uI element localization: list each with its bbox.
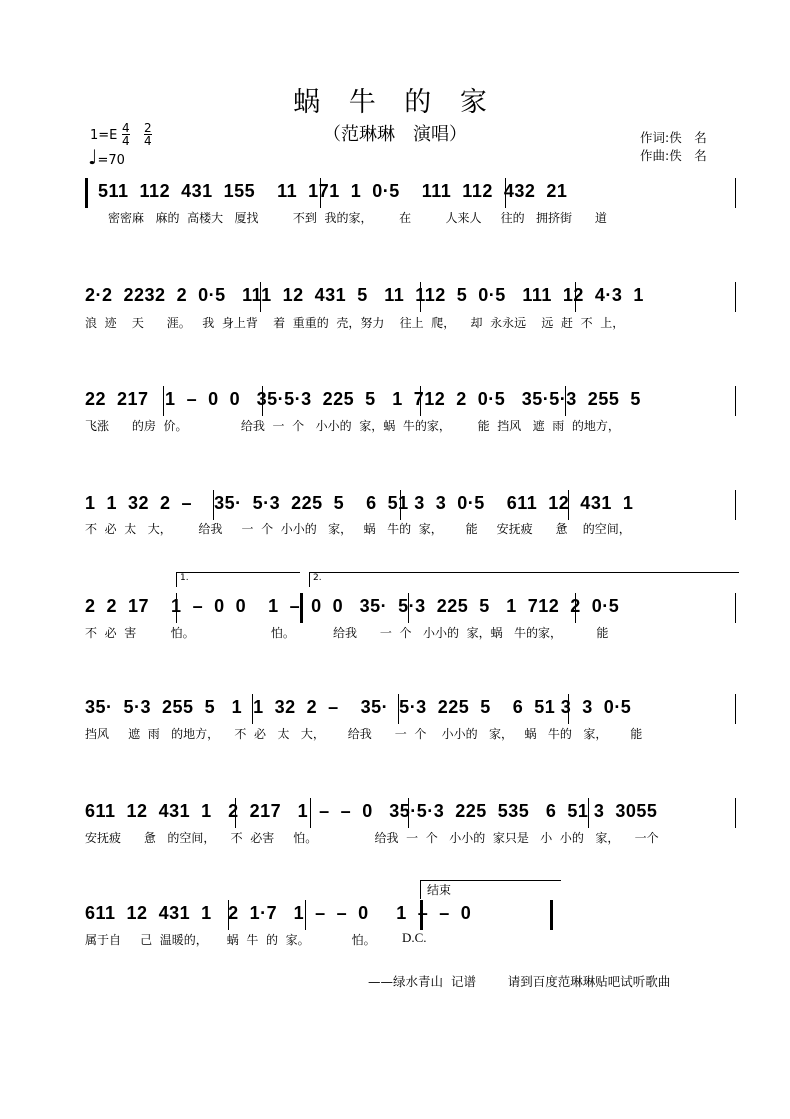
barline <box>735 694 736 724</box>
barline <box>262 386 263 416</box>
barline <box>163 386 164 416</box>
lyrics-row-3: 飞涨 的房 价。 给我 一 个 小小的 家，蜗 牛的家， 能 挡风 遮 雨 的地方， <box>85 419 620 433</box>
barline <box>398 694 399 724</box>
lyrics-row-1: 密密麻 麻的 高楼大 厦找 不到 我的家， 在 人来人 往的 拥挤街 道 <box>108 211 607 225</box>
notation-row-1: 511 112 431 155 11 171 1 0·5 111 112 432 21 <box>98 181 568 201</box>
composer-credit: 作曲:佚 名 <box>640 148 707 163</box>
time-signature-1: 4 4 <box>122 121 130 148</box>
time-signature-2: 2 4 <box>144 121 152 148</box>
transcriber-footer: ——绿水青山 记谱 请到百度范琳琳贴吧试听歌曲 <box>368 974 671 989</box>
barline <box>408 798 409 828</box>
tempo-marking: ♩=70 <box>88 145 125 169</box>
barline <box>588 798 589 828</box>
second-ending-bracket: 2. <box>309 572 739 587</box>
barline <box>213 490 214 520</box>
notation-row-6: 35· 5·3 255 5 1 1 32 2 – 35· 5·3 225 5 6 51 3 3 0·5 <box>85 697 632 717</box>
notation-row-7: 611 12 431 1 2 217 1 – – 0 35·5·3 225 535 6 51 3 3055 <box>85 801 658 821</box>
key-signature: 1=E <box>90 128 118 143</box>
quarter-note-icon: ♩ <box>88 145 98 169</box>
first-ending-bracket: 1. <box>176 572 300 587</box>
lyrics-row-5: 不 必 害 怕。 怕。 给我 一 个 小小的 家，蜗 牛的家， 能 <box>85 626 609 640</box>
barline <box>505 178 506 208</box>
barline <box>320 178 321 208</box>
barline <box>228 900 229 930</box>
barline <box>408 593 409 623</box>
barline <box>575 282 576 312</box>
barline <box>735 490 736 520</box>
lyrics-row-6: 挡风 遮 雨 的地方， 不 必 太 大， 给我 一 个 小小的 家， 蜗 牛的 家， 能 <box>85 727 643 741</box>
lyrics-row-8: 属于自 己 温暖的， 蜗 牛 的 家。 怕。 <box>85 933 376 947</box>
final-barline <box>550 900 553 930</box>
barline <box>735 178 736 208</box>
da-capo-mark: D.C. <box>402 930 427 945</box>
barline <box>568 490 569 520</box>
notation-row-2: 2·2 2232 2 0·5 111 12 431 5 11 112 5 0·5 111 12 4·3 1 <box>85 285 644 305</box>
lyricist-credit: 作词:佚 名 <box>640 130 707 145</box>
barline <box>305 900 306 930</box>
barline <box>420 282 421 312</box>
barline <box>575 593 576 623</box>
barline <box>735 798 736 828</box>
barline <box>176 593 177 623</box>
repeat-start-barline <box>85 178 88 208</box>
lyrics-row-7: 安抚疲 惫 的空间， 不 必害 怕。 给我 一 个 小小的 家只是 小 小的 家， 一个 <box>85 831 659 845</box>
barline <box>260 282 261 312</box>
barline <box>235 798 236 828</box>
performer-subtitle: （范琳琳 演唱） <box>323 124 467 145</box>
barline <box>420 386 421 416</box>
barline <box>565 386 566 416</box>
notation-row-4: 1 1 32 2 – 35· 5·3 225 5 6 51 3 3 0·5 611 12 431 1 <box>85 493 634 513</box>
notation-row-8: 611 12 431 1 2 1·7 1 – – 0 1 – – 0 <box>85 903 472 923</box>
lyrics-row-2: 浪 迹 天 涯。 我 身上背 着 重重的 壳，努力 往上 爬， 却 永永远 远 赶 不 上， <box>85 316 625 330</box>
barline <box>400 490 401 520</box>
notation-row-3: 22 217 1 – 0 0 35·5·3 225 5 1 712 2 0·5 35·5·3 255 5 <box>85 389 641 409</box>
repeat-end-barline <box>300 593 303 623</box>
barline <box>735 386 736 416</box>
ending-bracket: 结束 <box>420 880 561 899</box>
barline <box>252 694 253 724</box>
barline <box>735 282 736 312</box>
barline <box>568 694 569 724</box>
barline <box>310 798 311 828</box>
double-barline <box>420 900 423 930</box>
lyrics-row-4: 不 必 太 大， 给我 一 个 小小的 家， 蜗 牛的 家， 能 安抚疲 惫 的空间， <box>85 522 631 536</box>
song-title: 蜗 牛 的 家 <box>293 87 497 118</box>
barline <box>735 593 736 623</box>
notation-row-5: 2 2 17 1 – 0 0 1 – 0 0 35· 5·3 225 5 1 712 2 0·5 <box>85 596 620 616</box>
